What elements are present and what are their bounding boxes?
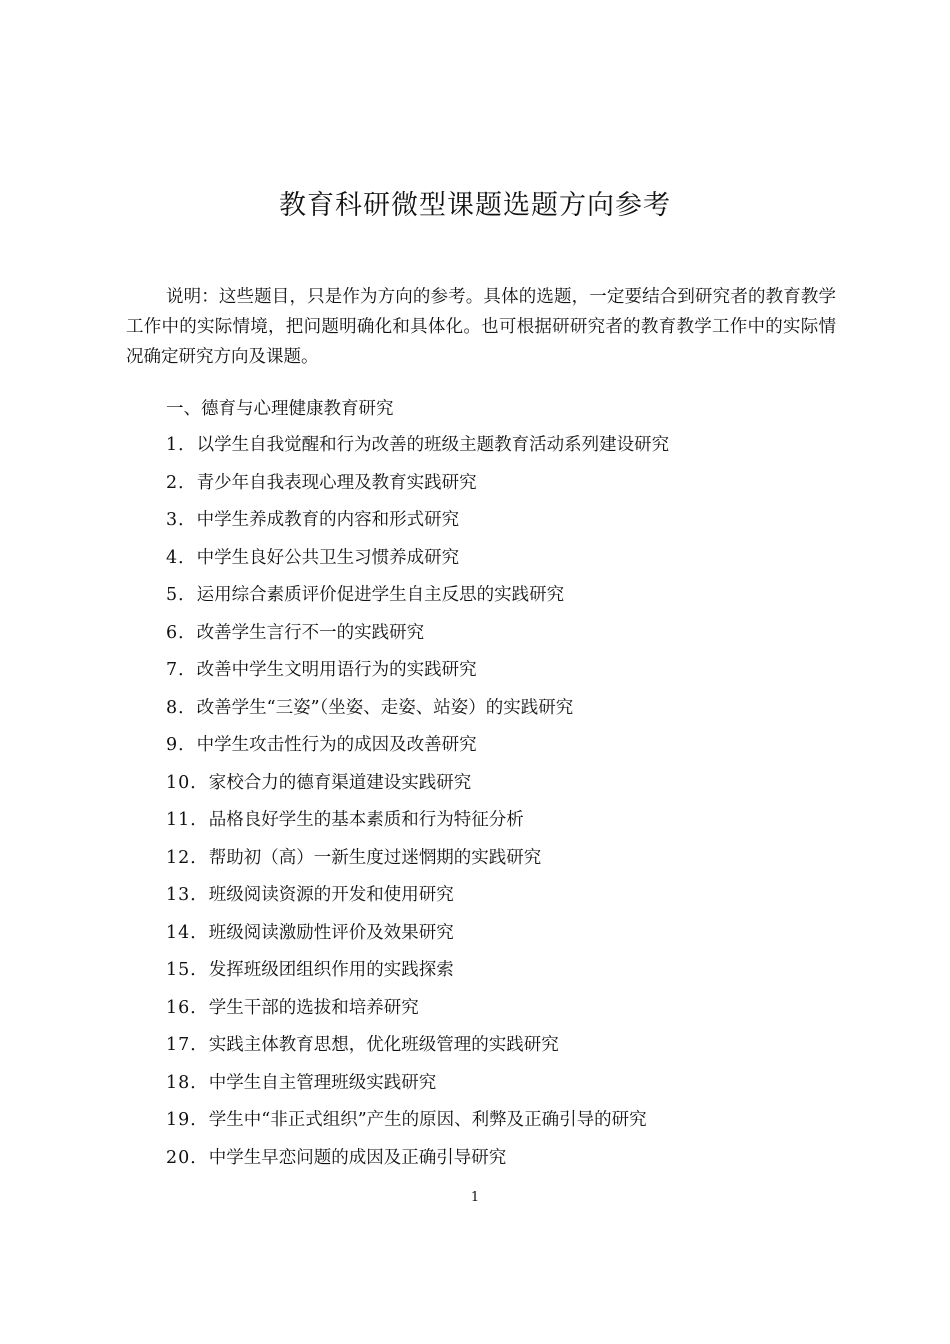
topic-number: 2． [166, 472, 197, 493]
topic-text: 改善学生“三姿”（坐姿、走姿、站姿）的实践研究 [196, 697, 574, 718]
topic-item [166, 430, 669, 468]
topic-number: 9． [166, 735, 197, 755]
topic-text: 帮助初（高）一新生度过迷惘期的实践研究 [208, 847, 542, 868]
topic-number: 1． [166, 435, 197, 455]
topic-number: 18． [166, 1072, 209, 1093]
topic-text: 中学生良好公共卫生习惯养成研究 [196, 547, 460, 568]
topic-number: 6． [166, 622, 197, 643]
topic-text: 实践主体教育思想，优化班级管理的实践研究 [208, 1035, 559, 1055]
topic-number: 12． [166, 847, 209, 868]
topic-number: 11． [166, 810, 209, 830]
topic-text: 中学生养成教育的内容和形式研究 [196, 510, 460, 530]
topic-text: 中学生攻击性行为的成因及改善研究 [196, 735, 477, 755]
topic-number: 16． [166, 997, 209, 1018]
topic-item [166, 618, 669, 656]
topic-number: 10． [166, 772, 209, 793]
topic-item [166, 468, 669, 506]
topic-text: 发挥班级团组织作用的实践探索 [208, 960, 454, 980]
topic-item [166, 1068, 669, 1106]
page-number: 1 [470, 1190, 480, 1205]
topic-number: 19． [166, 1110, 209, 1130]
topic-item [166, 1105, 669, 1143]
topic-text: 中学生自主管理班级实践研究 [208, 1072, 437, 1093]
topic-number: 14． [166, 922, 209, 943]
topic-item [166, 918, 669, 956]
topic-item [166, 768, 669, 806]
topic-item [166, 805, 669, 843]
topic-item [166, 505, 669, 543]
section-heading: 一、德育与心理健康教育研究 [166, 399, 394, 419]
topic-text: 品格良好学生的基本素质和行为特征分析 [208, 810, 524, 830]
topic-item [166, 693, 669, 731]
topic-list [166, 430, 669, 1180]
topic-number: 4． [166, 547, 197, 568]
topic-item [166, 1143, 669, 1181]
topic-text: 学生干部的选拔和培养研究 [208, 997, 419, 1018]
topic-text: 中学生早恋问题的成因及正确引导研究 [208, 1147, 507, 1168]
topic-item [166, 843, 669, 881]
topic-text: 班级阅读激励性评价及效果研究 [208, 922, 454, 943]
topic-number: 3． [166, 510, 197, 530]
topic-item [166, 955, 669, 993]
topic-text: 班级阅读资源的开发和使用研究 [208, 885, 454, 905]
topic-number: 15． [166, 960, 209, 980]
topic-text: 改善学生言行不一的实践研究 [196, 622, 425, 643]
topic-text: 改善中学生文明用语行为的实践研究 [196, 660, 477, 680]
intro-paragraph: 说明：这些题目，只是作为方向的参考。具体的选题，一定要结合到研究者的教育教学工作中的实际情境，把问题明确化和具体化。也可根据研研究者的教育教学工作中的实际情况确定研究方向及课题。 [126, 287, 836, 367]
topic-number: 20． [166, 1147, 209, 1168]
topic-number: 13． [166, 885, 209, 905]
topic-item [166, 993, 669, 1031]
topic-text: 以学生自我觉醒和行为改善的班级主题教育活动系列建设研究 [196, 435, 670, 455]
page-title: 教育科研微型课题选题方向参考 [279, 190, 671, 221]
topic-text: 运用综合素质评价促进学生自主反思的实践研究 [196, 585, 565, 605]
topic-item [166, 543, 669, 581]
topic-number: 7． [166, 660, 197, 680]
topic-item [166, 1030, 669, 1068]
topic-item [166, 880, 669, 918]
topic-item [166, 730, 669, 768]
topic-text: 青少年自我表现心理及教育实践研究 [196, 472, 477, 493]
topic-number: 17． [166, 1035, 209, 1055]
topic-number: 8． [166, 697, 197, 718]
topic-item [166, 580, 669, 618]
topic-text: 家校合力的德育渠道建设实践研究 [208, 772, 472, 793]
topic-text: 学生中“非正式组织”产生的原因、利弊及正确引导的研究 [208, 1110, 647, 1130]
topic-item [166, 655, 669, 693]
topic-number: 5． [166, 585, 197, 605]
